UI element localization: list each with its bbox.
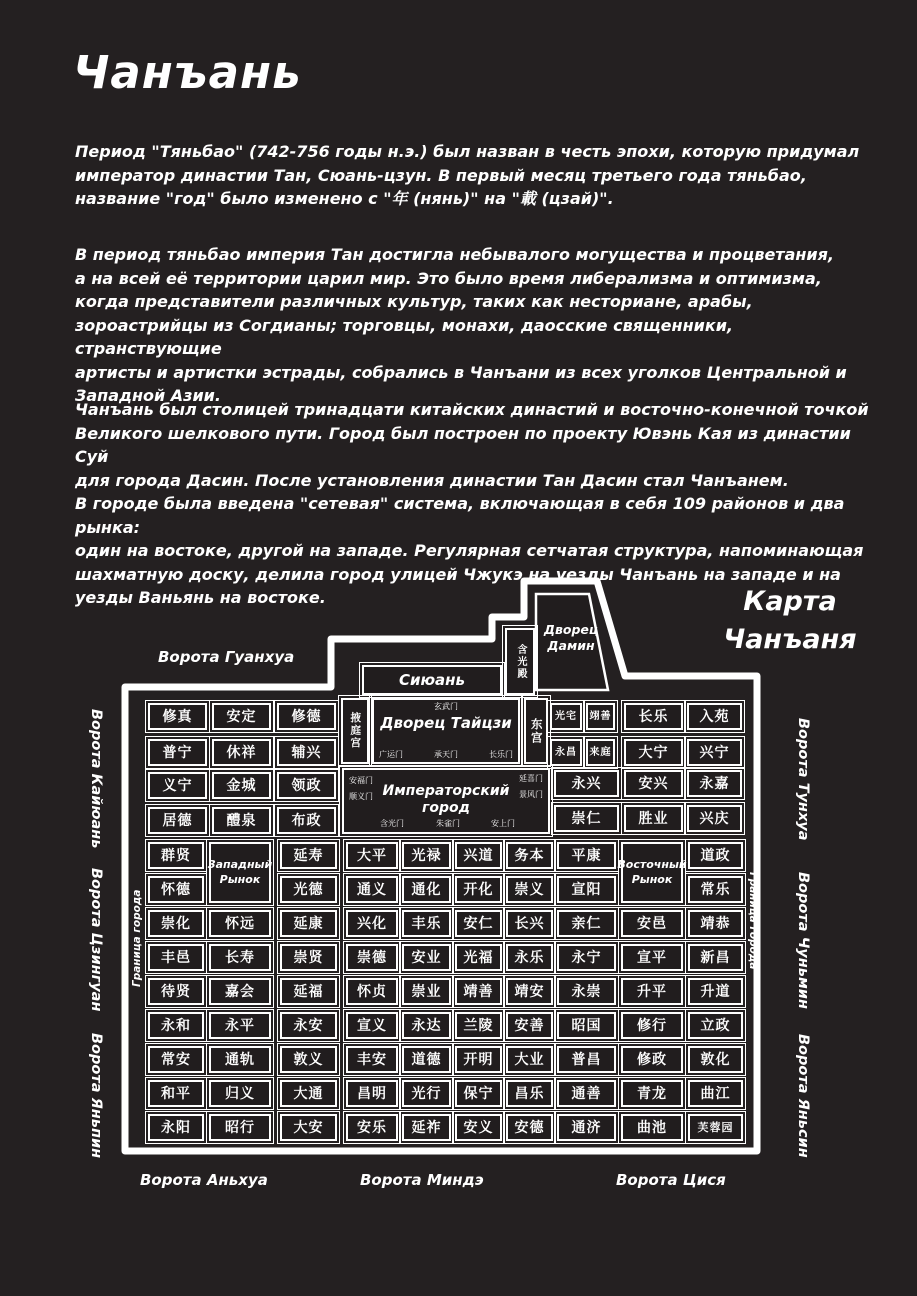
ward-box: 道德 (402, 1046, 451, 1073)
ward-box: 亲仁 (557, 910, 616, 937)
taiji-gate-changle: 长乐门 (489, 750, 513, 759)
ward-box: 兴宁 (687, 739, 742, 766)
ward-box: 靖恭 (688, 910, 743, 937)
ward-box: 布政 (277, 807, 336, 834)
taiji-gate-chengtian: 承天门 (434, 750, 458, 759)
ward-box: 光行 (402, 1080, 451, 1107)
gate-label-jingguang: Ворота Цзингуан (88, 868, 104, 1012)
east-palace: 东宫 (524, 698, 548, 764)
city-boundary-label-west: Граница города (131, 889, 143, 987)
paragraph-3: Чанъань был столицей тринадцати китайских династий и восточно-конечной точкой Великого шелкового пути. Город был построен по проекту Ювэнь Кая из династии Суй для города Дасин. После установления династии Тан Дасин стал Чанъанем. В городе была введена "сетевая" система, включающая в себя 109 районов и два рынка: один на востоке, другой на западе. Регулярная сетчатая структура, напоминающая шахматную доску, делила город улицей Чжукэ на уезды Чанъань на западе и на уезды Ваньянь на востоке. (75, 400, 869, 608)
ward-box: 崇仁 (554, 805, 619, 832)
ward-box: 光德 (280, 876, 337, 903)
ward-box: 务本 (506, 842, 553, 869)
ward-box: 安乐 (346, 1114, 398, 1141)
ward-box: 延福 (280, 978, 337, 1005)
ward-box: 永宁 (557, 944, 616, 971)
ward-box: 光福 (455, 944, 502, 971)
ward-box: 兰陵 (455, 1012, 502, 1039)
ward-box: 靖善 (455, 978, 502, 1005)
ward-box: 安善 (506, 1012, 553, 1039)
ward-box: 常安 (148, 1046, 204, 1073)
ward-box: 新昌 (688, 944, 743, 971)
ward-box: 翊善 (586, 703, 615, 730)
ward-box: 开明 (455, 1046, 502, 1073)
ward-box: 敦义 (280, 1046, 337, 1073)
ward-box: 入苑 (687, 703, 742, 730)
ward-box: 长乐 (624, 703, 683, 730)
gate-label-qixia: Ворота Цися (616, 1171, 726, 1189)
map-title: Карта Чанъаня (723, 586, 857, 655)
ward-box: 大宁 (624, 739, 683, 766)
ward-box: 永崇 (557, 978, 616, 1005)
ward-box: 崇义 (506, 876, 553, 903)
daming-palace-label: Дворец Дамин (543, 622, 599, 653)
ward-box: 延康 (280, 910, 337, 937)
ward-box: 通轨 (209, 1046, 271, 1073)
gate-label-chunming: Ворота Чуньмин (795, 871, 811, 1009)
ward-box: 丰乐 (402, 910, 451, 937)
ward-box: 永乐 (506, 944, 553, 971)
ward-box: 丰邑 (148, 944, 204, 971)
ward-box: 丰安 (346, 1046, 398, 1073)
ward-box: 修政 (621, 1046, 683, 1073)
ward-box: 靖安 (506, 978, 553, 1005)
ward-box: 安邑 (621, 910, 683, 937)
ward-box: 胜业 (624, 805, 683, 832)
ward-box: 待贤 (148, 978, 204, 1005)
ward-box: 通义 (346, 876, 398, 903)
ward-box: 长寿 (209, 944, 271, 971)
ward-box: 昌乐 (506, 1080, 553, 1107)
imperial-gate-zhuque: 朱雀门 (436, 819, 460, 828)
ward-box: 居德 (148, 807, 207, 834)
ward-box: 兴化 (346, 910, 398, 937)
ward-box: 升平 (621, 978, 683, 1005)
imperial-gate-jingfeng: 景风门 (519, 790, 543, 799)
taiji-palace-label: Дворец Тайцзи (380, 714, 512, 732)
ward-box: 金城 (212, 772, 271, 799)
ward-box: 光宅 (550, 703, 582, 730)
paragraph-2: В период тяньбао империя Тан достигла небывалого могущества и процветания, а на всей её территории царил мир. Это было время либерализма и оптимизма, когда представители различных культур, таких как несториане, арабы, зороастрийцы из Согдианы; торговцы, монахи, даосские священники, странствующие артисты и артистки эстрады, собрались в Чанъани из всех уголков Центральной и Западной Азии. (75, 245, 847, 406)
ward-box: 昌明 (346, 1080, 398, 1107)
ward-box: 延祚 (402, 1114, 451, 1141)
imperial-gate-anshang: 安上门 (491, 819, 515, 828)
ward-box: 领政 (277, 772, 336, 799)
ward-box: 曲江 (688, 1080, 743, 1107)
gate-label-yanping: Ворота Яньпин (88, 1033, 104, 1159)
ward-box: 通化 (402, 876, 451, 903)
ward-box: 永平 (209, 1012, 271, 1039)
imperial-city-label: Императорский город (382, 783, 510, 816)
xiyuan-park: Сиюань (362, 665, 502, 695)
ward-box: 永和 (148, 1012, 204, 1039)
ward-box: 醴泉 (212, 807, 271, 834)
ward-box: 崇业 (402, 978, 451, 1005)
west-market: Западный Рынок (209, 842, 271, 903)
ward-box: 永达 (402, 1012, 451, 1039)
ward-box: 宣义 (346, 1012, 398, 1039)
ward-box: 安义 (455, 1114, 502, 1141)
paragraph-1: Период "Тяньбао" (742-756 годы н.э.) был назван в честь эпохи, которую придумал император династии Тан, Сюань-цзун. В первый месяц третьего года тяньбао, название "год" было изменено с "年 (нянь)" на "載 (цзай)". (75, 142, 860, 209)
ward-box: 安德 (506, 1114, 553, 1141)
ward-box: 怀远 (209, 910, 271, 937)
ward-box: 开化 (455, 876, 502, 903)
ward-box: 昭行 (209, 1114, 271, 1141)
ward-box: 长兴 (506, 910, 553, 937)
hanguang-hall: 含光殿 (505, 628, 535, 695)
east-market: Восточный Рынок (621, 842, 683, 903)
page-title: Чанъань (73, 46, 302, 99)
imperial-gate-yanxi: 延喜门 (519, 774, 543, 783)
taiji-gate-guangyun: 广运门 (379, 750, 403, 759)
ward-box: 永安 (280, 1012, 337, 1039)
ward-box: 通善 (557, 1080, 616, 1107)
ward-box: 和平 (148, 1080, 204, 1107)
ward-box: 普宁 (148, 739, 207, 766)
ward-box: 归义 (209, 1080, 271, 1107)
ward-box: 兴道 (455, 842, 502, 869)
gate-label-tunhua: Ворота Тунхуа (795, 717, 811, 841)
ward-box: 大平 (346, 842, 398, 869)
gate-label-kaiyuan: Ворота Кайюань (88, 709, 104, 849)
ward-box: 崇化 (148, 910, 204, 937)
ward-box: 道政 (688, 842, 743, 869)
taiji-north-gate-label: 玄武门 (434, 702, 458, 711)
ward-box: 永阳 (148, 1114, 204, 1141)
ward-box: 宣阳 (557, 876, 616, 903)
ward-box: 群贤 (148, 842, 204, 869)
imperial-gate-shunyi: 顺义门 (349, 792, 373, 801)
ward-box: 大安 (280, 1114, 337, 1141)
imperial-gate-anfu: 安福门 (349, 776, 373, 785)
ward-box: 通济 (557, 1114, 616, 1141)
gate-label-anhua: Ворота Аньхуа (140, 1171, 268, 1189)
ward-box: 来庭 (586, 739, 615, 766)
ward-box: 曲池 (621, 1114, 683, 1141)
ward-box: 修行 (621, 1012, 683, 1039)
ward-box: 保宁 (455, 1080, 502, 1107)
ward-box: 安定 (212, 703, 271, 730)
ward-box: 嘉会 (209, 978, 271, 1005)
ward-box: 大业 (506, 1046, 553, 1073)
gate-label-yanxing: Ворота Яньсин (795, 1034, 811, 1158)
ward-box: 安仁 (455, 910, 502, 937)
ward-box: 永嘉 (687, 770, 742, 797)
ward-box: 义宁 (148, 772, 207, 799)
ward-box: 修德 (277, 703, 336, 730)
gate-label-mingde: Ворота Миндэ (360, 1171, 484, 1189)
ward-box: 崇德 (346, 944, 398, 971)
ward-box: 永兴 (554, 770, 619, 797)
ward-box: 平康 (557, 842, 616, 869)
ward-box: 立政 (688, 1012, 743, 1039)
yeting-palace: 掖庭宫 (341, 698, 369, 764)
ward-box: 辅兴 (277, 739, 336, 766)
ward-box: 修真 (148, 703, 207, 730)
ward-box: 怀贞 (346, 978, 398, 1005)
ward-box: 延寿 (280, 842, 337, 869)
ward-box: 升道 (688, 978, 743, 1005)
ward-box: 大通 (280, 1080, 337, 1107)
ward-box: 宣平 (621, 944, 683, 971)
ward-box: 崇贤 (280, 944, 337, 971)
gate-label-guanghua: Ворота Гуанхуа (158, 648, 295, 666)
ward-box: 光禄 (402, 842, 451, 869)
ward-box: 安业 (402, 944, 451, 971)
ward-box: 芙蓉园 (688, 1114, 743, 1141)
ward-box: 敦化 (688, 1046, 743, 1073)
ward-box: 安兴 (624, 770, 683, 797)
ward-box: 休祥 (212, 739, 271, 766)
ward-box: 常乐 (688, 876, 743, 903)
taiji-palace (372, 698, 520, 764)
ward-box: 青龙 (621, 1080, 683, 1107)
ward-box: 普昌 (557, 1046, 616, 1073)
imperial-gate-hanguang: 含光门 (380, 819, 404, 828)
ward-box: 怀德 (148, 876, 204, 903)
ward-box: 永昌 (550, 739, 582, 766)
city-boundary-label-east: Граница города (747, 871, 759, 970)
imperial-city (342, 768, 550, 834)
ward-box: 昭国 (557, 1012, 616, 1039)
ward-box: 兴庆 (687, 805, 742, 832)
